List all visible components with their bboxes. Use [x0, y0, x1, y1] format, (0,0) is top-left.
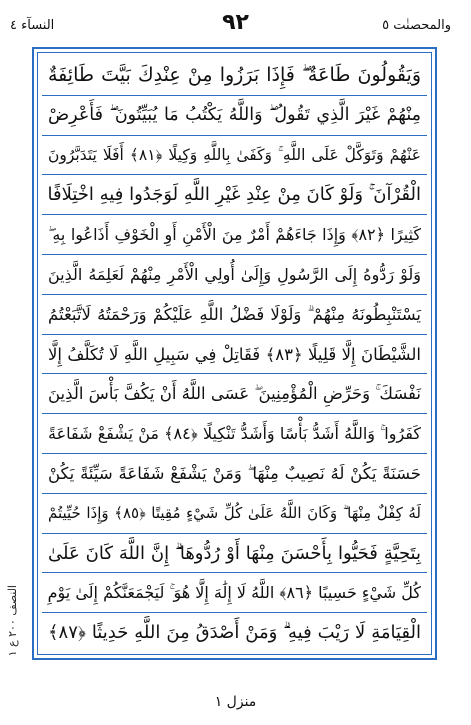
verse-line-12: لَهُ كِفْلٌ مِنْهَا ۗ وَكَانَ اللَّهُ عَلَىٰ كُلِّ شَيْءٍ مُقِيتًا ﴿٨٥﴾ وَإِذَا حُيِّيتُمْ — [42, 494, 427, 534]
margin-note: النصف ٢٠٠ ع ١ — [6, 585, 19, 657]
page-number: ٩٢ — [222, 10, 249, 35]
verse-lines — [42, 56, 427, 651]
verse-line-10: كَفَرُوا ۚ وَاللَّهُ أَشَدُّ بَأْسًا وَأَشَدُّ تَنْكِيلًا ﴿٨٤﴾ مَنْ يَشْفَعْ شَفَاعَةً — [42, 414, 427, 454]
verse-line-7: يَسْتَنْبِطُونَهُ مِنْهُمْ ۗ وَلَوْلَا فَضْلُ اللَّهِ عَلَيْكُمْ وَرَحْمَتُهُ لَاتَّبَعْتُمُ — [42, 295, 427, 335]
manzil-label: منزل ١ — [214, 694, 257, 710]
verse-line-4: الْقُرْآنَ ۚ وَلَوْ كَانَ مِنْ عِنْدِ غَيْرِ اللَّهِ لَوَجَدُوا فِيهِ اخْتِلَافًا — [42, 175, 427, 215]
verse-line-13: بِتَحِيَّةٍ فَحَيُّوا بِأَحْسَنَ مِنْهَا أَوْ رُدُّوهَا ۗ إِنَّ اللَّهَ كَانَ عَلَىٰ — [42, 534, 427, 574]
surah-name: النسآء ٤ — [10, 18, 55, 33]
verse-line-11: حَسَنَةً يَكُنْ لَهُ نَصِيبٌ مِنْهَا ۖ وَمَنْ يَشْفَعْ شَفَاعَةً سَيِّئَةً يَكُنْ — [42, 454, 427, 494]
verse-line-14: كُلِّ شَيْءٍ حَسِيبًا ﴿٨٦﴾ اللَّهُ لَا إِلَٰهَ إِلَّا هُوَ ۚ لَيَجْمَعَنَّكُمْ إِلَىٰ يَوْمِ — [42, 573, 427, 613]
verse-line-2: مِنْهُمْ غَيْرَ الَّذِي تَقُولُ ۖ وَاللَّهُ يَكْتُبُ مَا يُبَيِّتُونَ ۖ فَأَعْرِضْ — [42, 96, 427, 136]
verse-line-6: وَلَوْ رَدُّوهُ إِلَى الرَّسُولِ وَإِلَىٰ أُولِي الْأَمْرِ مِنْهُمْ لَعَلِمَهُ الَّذِينَ — [42, 255, 427, 295]
juz-name: والمحصنٰت ٥ — [382, 18, 451, 33]
verse-line-1: وَيَقُولُونَ طَاعَةٌ ۖ فَإِذَا بَرَزُوا مِنْ عِنْدِكَ بَيَّتَ طَائِفَةٌ — [42, 56, 427, 96]
verse-line-3: عَنْهُمْ وَتَوَكَّلْ عَلَى اللَّهِ ۚ وَكَفَىٰ بِاللَّهِ وَكِيلًا ﴿٨١﴾ أَفَلَا يَتَدَبَّرُونَ — [42, 136, 427, 176]
verse-line-8: الشَّيْطَانَ إِلَّا قَلِيلًا ﴿٨٣﴾ فَقَاتِلْ فِي سَبِيلِ اللَّهِ لَا تُكَلَّفُ إِلَّا — [42, 335, 427, 375]
verse-line-15: الْقِيَامَةِ لَا رَيْبَ فِيهِ ۗ وَمَنْ أَصْدَقُ مِنَ اللَّهِ حَدِيثًا ﴿٨٧﴾ — [48, 622, 421, 644]
verse-line-5: كَثِيرًا ﴿٨٢﴾ وَإِذَا جَاءَهُمْ أَمْرٌ مِنَ الْأَمْنِ أَوِ الْخَوْفِ أَذَاعُوا بِهِ ۖ — [42, 215, 427, 255]
text-frame — [32, 47, 437, 660]
page-header — [0, 0, 471, 46]
verse-line-9: نَفْسَكَ ۚ وَحَرِّضِ الْمُؤْمِنِينَ ۖ عَسَى اللَّهُ أَنْ يَكُفَّ بَأْسَ الَّذِينَ — [42, 374, 427, 414]
